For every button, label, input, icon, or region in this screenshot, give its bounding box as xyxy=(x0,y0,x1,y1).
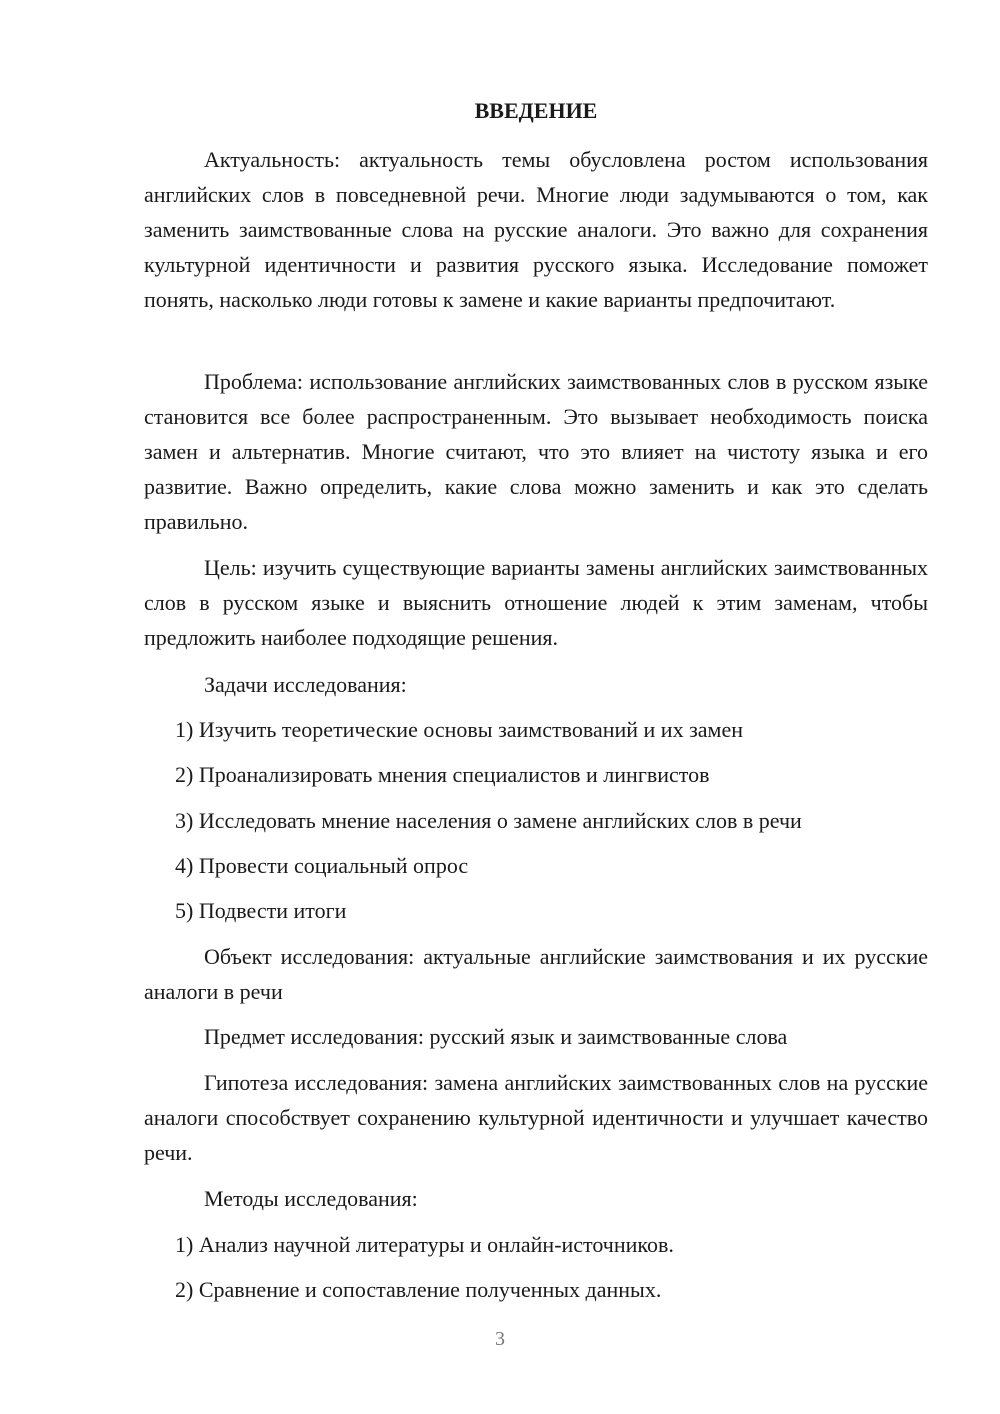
tasks-heading: Задачи исследования: xyxy=(204,672,407,697)
task-item: 4) Провести социальный опрос xyxy=(175,853,469,878)
paragraph-subject: Предмет исследования: русский язык и заимствованные слова xyxy=(204,1024,788,1049)
task-item: 2) Проанализировать мнения специалистов и лингвистов xyxy=(175,762,710,787)
task-item: 3) Исследовать мнение населения о замене английских слов в речи xyxy=(175,808,802,833)
method-item: 1) Анализ научной литературы и онлайн-источников. xyxy=(175,1232,674,1257)
paragraph-hypothesis: Гипотеза исследования: замена английских заимствованных слов на русские аналоги способствует сохранению культурной идентичности и улучшает качество речи. xyxy=(144,1070,928,1165)
section-title: ВВЕДЕНИЕ xyxy=(474,98,598,123)
page-number: 3 xyxy=(495,1328,505,1350)
methods-heading: Методы исследования: xyxy=(204,1186,418,1211)
task-item: 5) Подвести итоги xyxy=(175,898,347,923)
method-item: 2) Сравнение и сопоставление полученных данных. xyxy=(175,1277,662,1302)
paragraph-relevance: Актуальность: актуальность темы обусловлена ростом использования английских слов в повседневной речи. Многие люди задумываются о том, как заменить заимствованные слова на русские аналоги. Это важно для сохранения культурной идентичности и развития русского языка. Исследование поможет понять, насколько люди готовы к замене и какие варианты предпочитают. xyxy=(144,147,928,312)
paragraph-object: Объект исследования: актуальные английские заимствования и их русские аналоги в речи xyxy=(144,944,928,1004)
paragraph-goal: Цель: изучить существующие варианты замены английских заимствованных слов в русском языке и выяснить отношение людей к этим заменам, чтобы предложить наиболее подходящие решения. xyxy=(144,555,928,650)
task-item: 1) Изучить теоретические основы заимствований и их замен xyxy=(175,717,743,742)
paragraph-problem: Проблема: использование английских заимствованных слов в русском языке становится все более распространенным. Это вызывает необходимость поиска замен и альтернатив. Многие считают, что это влияет на чистоту языка и его развитие. Важно определить, какие слова можно заменить и как это сделать правильно. xyxy=(144,369,928,534)
